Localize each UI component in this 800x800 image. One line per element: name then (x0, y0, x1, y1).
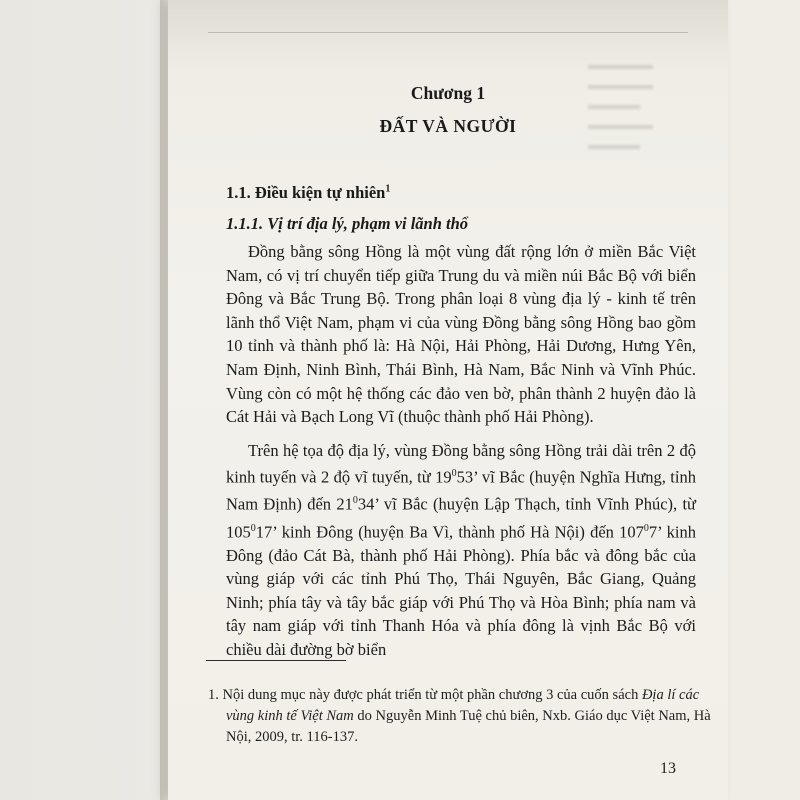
paragraph-2-part-2: 53’ vĩ Bắc (huyện Nghĩa Hưng, tỉnh Nam Định) đến 21 (226, 467, 696, 514)
page-number: 13 (660, 760, 676, 777)
chapter-title: ĐẤT VÀ NGƯỜI (379, 116, 517, 136)
footnote-text-before: Nội dung mục này được phát triển từ một phần chương 3 của cuốn sách (218, 687, 642, 703)
paragraph-2-part-5: 7’ kinh Đông (đảo Cát Bà, thành phố Hải Phòng). Phía bắc và đông bắc của vùng giáp với các tỉnh Phú Thọ, Thái Nguyên, Bắc Giang, Quảng Ninh; phía tây và tây bắc giáp với Phú Thọ và Hòa Bình; phía nam và tây nam giáp với tỉnh Thanh Hóa và phía đông là vịnh Bắc Bộ với chiều dài đường bờ biển (226, 522, 696, 659)
footnote (208, 685, 716, 748)
paragraph-1: Đồng bằng sông Hồng là một vùng đất rộng lớn ở miền Bắc Việt Nam, có vị trí chuyển tiếp giữa Trung du và miền núi Bắc Bộ với biển Đông và Bắc Trung Bộ. Trong phân loại 8 vùng địa lý - kinh tế trên lãnh thổ Việt Nam, phạm vi của vùng Đồng bằng sông Hồng bao gồm 10 tỉnh và thành phố là: Hà Nội, Hải Phòng, Hải Dương, Hưng Yên, Nam Định, Ninh Bình, Thái Bình, Hà Nam, Bắc Ninh và Vĩnh Phúc. Vùng còn có một hệ thống các đảo ven bờ, phân thành 2 huyện đảo là Cát Hải và Bạch Long Vĩ (thuộc thành phố Hải Phòng). (226, 242, 696, 427)
body-text (226, 240, 696, 662)
degree-sup-4: 0 (643, 522, 649, 534)
footnote-text-after: do Nguyễn Minh Tuệ chủ biên, Nxb. Giáo dục Việt Nam, Hà Nội, 2009, tr. 116-137. (226, 708, 711, 745)
footnote-divider (206, 660, 346, 661)
paragraph-2-part-4: 17’ kinh Đông (huyện Ba Vì, thành phố Hà Nội) đến 107 (255, 522, 644, 542)
subsection-heading: 1.1.1. Vị trí địa lý, phạm vi lãnh thổ (226, 214, 469, 233)
footnote-number: 1. (208, 687, 219, 703)
paragraph-2 (226, 439, 696, 662)
paragraph-2-part-1: Trên hệ tọa độ địa lý, vùng Đồng bằng sông Hồng trải dài trên 2 độ kinh tuyến và 2 độ vĩ tuyến, từ 19 (226, 440, 696, 487)
book-page (168, 0, 728, 800)
degree-sup-1: 0 (451, 468, 457, 480)
bleed-through-text: ▬▬▬▬▬ ▬▬▬▬▬ ▬▬▬▬ ▬▬▬▬▬ ▬▬▬▬ (588, 57, 653, 152)
footnote-marker: 1 (385, 183, 391, 195)
running-header-blurred (208, 18, 688, 33)
section-heading (226, 183, 390, 203)
chapter-number: Chương 1 (410, 83, 486, 103)
footnote-book-title: Địa lí các vùng kinh tế Việt Nam (226, 687, 700, 724)
section-heading-text: 1.1. Điều kiện tự nhiên (226, 183, 386, 202)
degree-sup-3: 0 (250, 522, 256, 534)
degree-sup-2: 0 (352, 495, 358, 507)
paragraph-2-part-3: 34’ vĩ Bắc (huyện Lập Thạch, tỉnh Vĩnh Phúc), từ 105 (226, 494, 696, 542)
